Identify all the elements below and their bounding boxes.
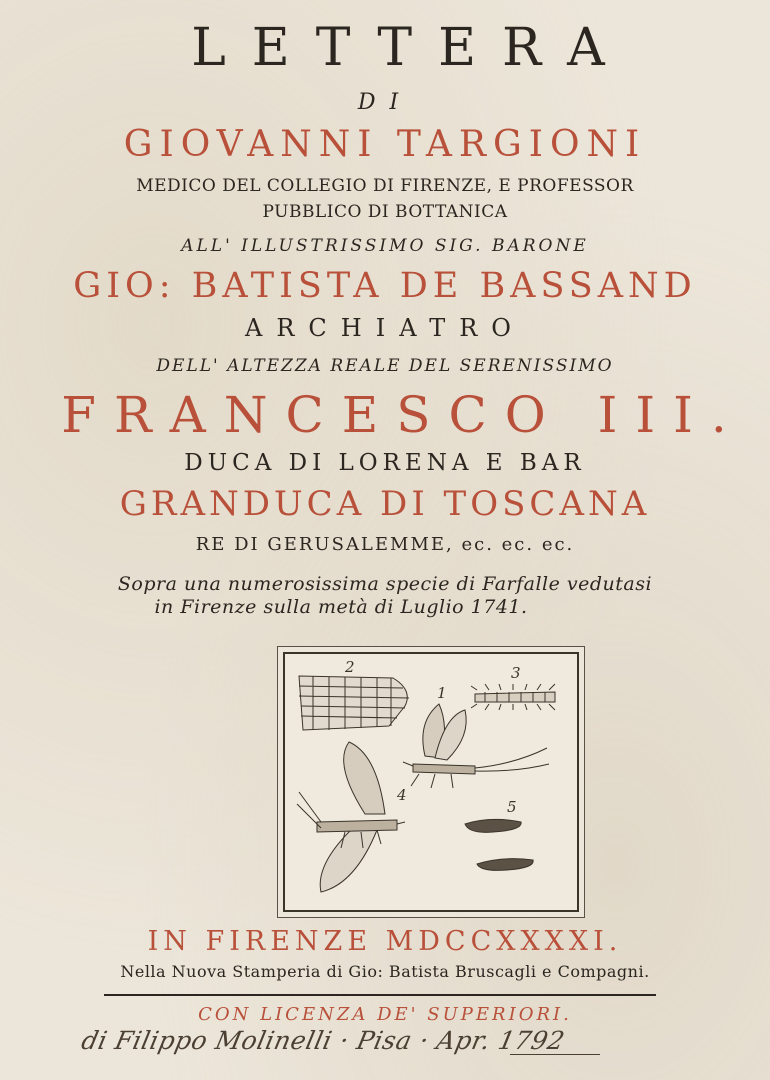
author-role-line1: MEDICO DEL COLLEGIO DI FIRENZE, E PROFESSOR: [136, 176, 634, 196]
inscription-underline: [510, 1054, 600, 1055]
license-line: CON LICENZA DE' SUPERIORI.: [198, 1004, 572, 1025]
plate-label-1: 1: [437, 684, 447, 702]
addressee-title: ARCHIATRO: [245, 314, 525, 342]
title-di: DI: [357, 90, 413, 115]
imprint-printer: Nella Nuova Stamperia di Gio: Batista Bruscagli e Compagni.: [120, 962, 650, 981]
ownership-inscription: di Filippo Molinelli · Pisa · Apr. 1792: [78, 1026, 568, 1055]
engraved-plate: [283, 652, 579, 912]
author-role-line2: PUBBLICO DI BOTTANICA: [262, 202, 508, 222]
addressee-name: GIO: BATISTA DE BASSAND: [73, 266, 697, 306]
divider-rule: [104, 994, 656, 996]
plate-label-4: 4: [397, 786, 407, 804]
mayfly-large-figure: [297, 742, 405, 892]
title: LETTERA: [191, 18, 631, 78]
mayfly-small-figure: [403, 704, 549, 788]
plate-label-2: 2: [345, 658, 355, 676]
sovereign-title-2: GRANDUCA DI TOSCANA: [119, 484, 651, 524]
abdomen-figure: [471, 684, 555, 710]
subject-line-1: Sopra una numerosissima specie di Farfalle vedutasi: [117, 573, 653, 595]
sovereign-title-3: RE DI GERUSALEMME, ec. ec. ec.: [195, 534, 575, 555]
larva-figures: [465, 819, 533, 870]
imprint-city: IN FIRENZE MDCCXXXXI.: [147, 926, 623, 957]
author-name: GIOVANNI TARGIONI: [123, 124, 647, 165]
wing-figure: [299, 676, 409, 730]
subject-line-2: in Firenze sulla metà di Luglio 1741.: [154, 596, 528, 618]
sovereign-name: FRANCESCO III.: [61, 386, 745, 444]
mayfly-engraving: [285, 654, 577, 910]
plate-label-5: 5: [507, 798, 517, 816]
addressee-intro: ALL' ILLUSTRISSIMO SIG. BARONE: [181, 236, 589, 256]
plate-label-3: 3: [511, 664, 521, 682]
sovereign-title-1: DUCA DI LORENA E BAR: [184, 450, 586, 476]
dedication-line: DELL' ALTEZZA REALE DEL SERENISSIMO: [156, 356, 614, 376]
